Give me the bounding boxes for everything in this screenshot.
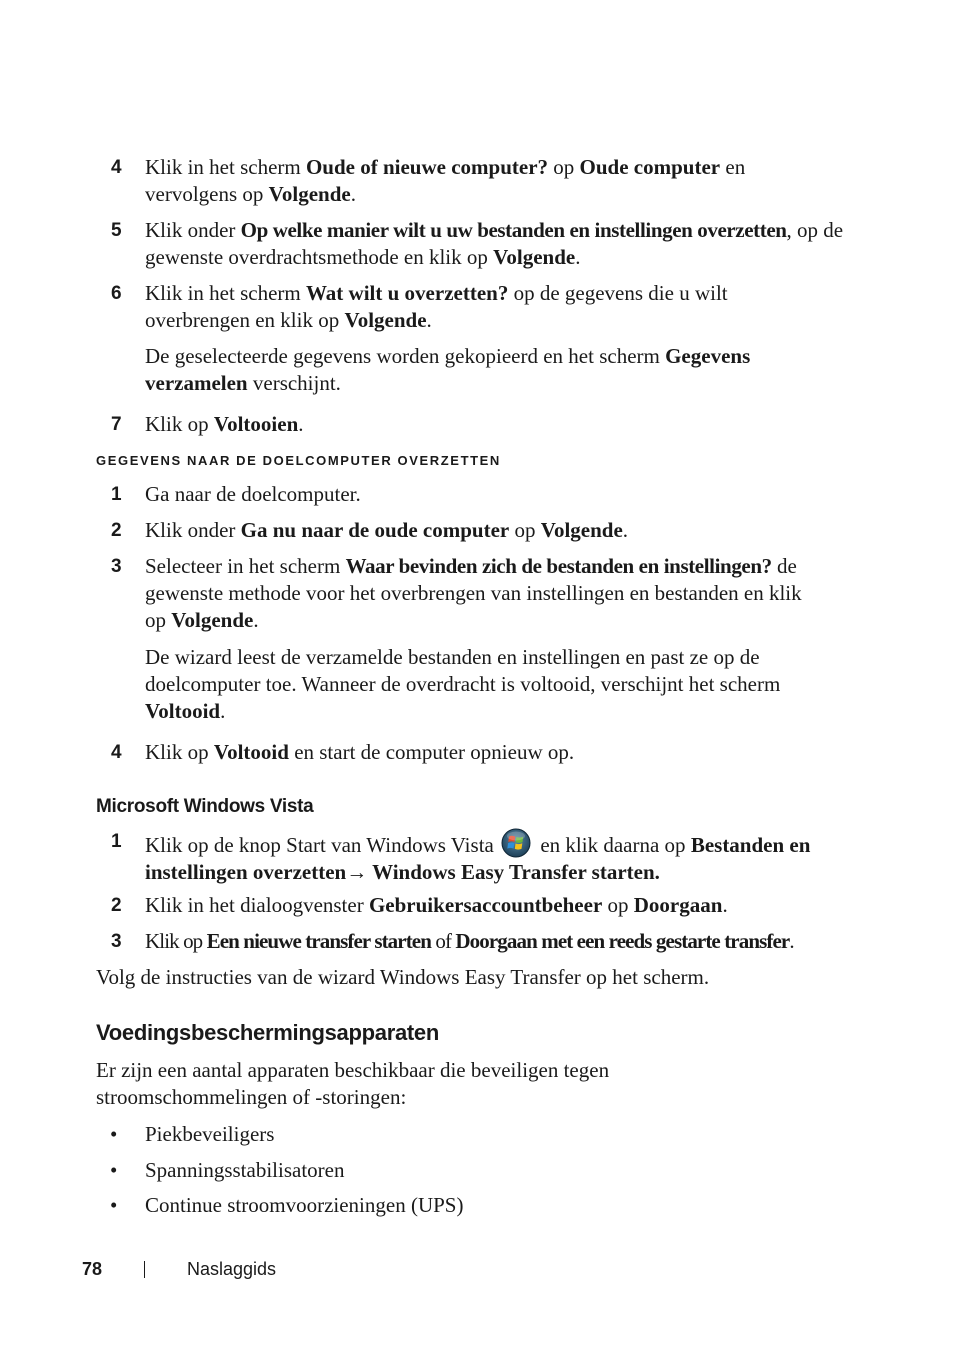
step-number: 3	[111, 931, 122, 952]
bullet-marker: •	[110, 1122, 118, 1146]
step-text: Selecteer in het scherm Waar bevinden zich de bestanden en instellingen? de gewenste methode voor het overbrengen van instellingen en bestanden en klik op Volgende.	[145, 554, 802, 632]
step-text: Klik onder Ga nu naar de oude computer op Volgende.	[145, 518, 629, 542]
step-text: Klik in het scherm Wat wilt u overzetten? op de gegevens die u wilt overbrengen en klik op Volgende.	[145, 281, 728, 332]
bullet-marker: •	[110, 1193, 118, 1217]
step-text: Klik op Voltooid en start de computer opnieuw op.	[145, 740, 575, 764]
intro-paragraph: Er zijn een aantal apparaten beschikbaar die beveiligen tegen stroomschommelingen of -storingen:	[96, 1058, 610, 1109]
step-number: 2	[111, 520, 122, 541]
footer-separator	[144, 1261, 145, 1278]
step-number: 2	[111, 895, 122, 916]
step-text: Klik in het scherm Oude of nieuwe computer? op Oude computer en vervolgens op Volgende.	[145, 155, 746, 206]
step-number: 1	[111, 831, 122, 852]
step-number: 5	[111, 220, 122, 241]
step-number: 4	[111, 742, 122, 763]
step-text: Klik op Een nieuwe transfer starten of Doorgaan met een reeds gestarte transfer.	[145, 929, 794, 953]
bullet-marker: •	[110, 1158, 118, 1182]
section-heading-vista: Microsoft Windows Vista	[96, 796, 314, 817]
step-number: 6	[111, 283, 122, 304]
step-number: 1	[111, 484, 122, 505]
closing-paragraph: Volg de instructies van de wizard Windows Easy Transfer op het scherm.	[96, 965, 710, 989]
page-number: 78	[82, 1259, 103, 1279]
list-item-text: Continue stroomvoorzieningen (UPS)	[145, 1193, 464, 1217]
step-text: Klik op Voltooien.	[145, 412, 304, 436]
step-number: 4	[111, 157, 122, 178]
step-text: Ga naar de doelcomputer.	[145, 482, 361, 506]
step-note: De geselecteerde gegevens worden gekopieerd en het scherm Gegevens verzamelen verschijnt.	[145, 344, 751, 395]
step-text: Klik onder Op welke manier wilt u uw bestanden en instellingen overzetten, op de gewenste overdrachtsmethode en klik op Volgende.	[145, 218, 844, 269]
step-text: Klik op de knop Start van Windows Vista en klik daarna op Bestanden en instellingen overzetten→ Windows Easy Transfer starten.	[145, 828, 835, 886]
section-heading-power: Voedingsbeschermingsapparaten	[96, 1020, 439, 1045]
step-text: Klik in het dialoogvenster Gebruikersaccountbeheer op Doorgaan.	[145, 893, 728, 917]
step-note: De wizard leest de verzamelde bestanden en instellingen en past ze op de doelcomputer toe. Wanneer de overdracht is voltooid, verschijnt het scherm Voltooid.	[145, 645, 781, 723]
list-item-text: Piekbeveiligers	[145, 1122, 275, 1146]
step-number: 7	[111, 414, 122, 435]
step-number: 3	[111, 556, 122, 577]
subsection-heading: GEGEVENS NAAR DE DOELCOMPUTER OVERZETTEN	[96, 453, 501, 468]
footer-title: Naslaggids	[187, 1259, 277, 1279]
windows-vista-start-icon	[501, 828, 531, 858]
list-item-text: Spanningsstabilisatoren	[145, 1158, 345, 1182]
